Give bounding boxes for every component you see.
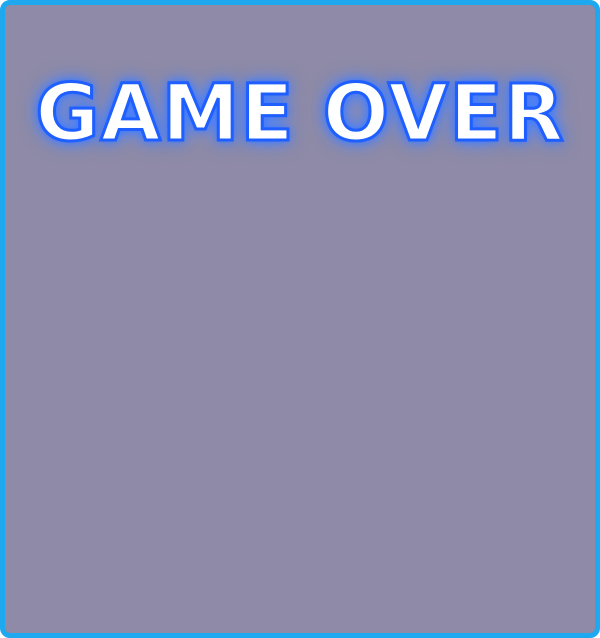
- game-over-title: GAME OVER: [35, 69, 565, 159]
